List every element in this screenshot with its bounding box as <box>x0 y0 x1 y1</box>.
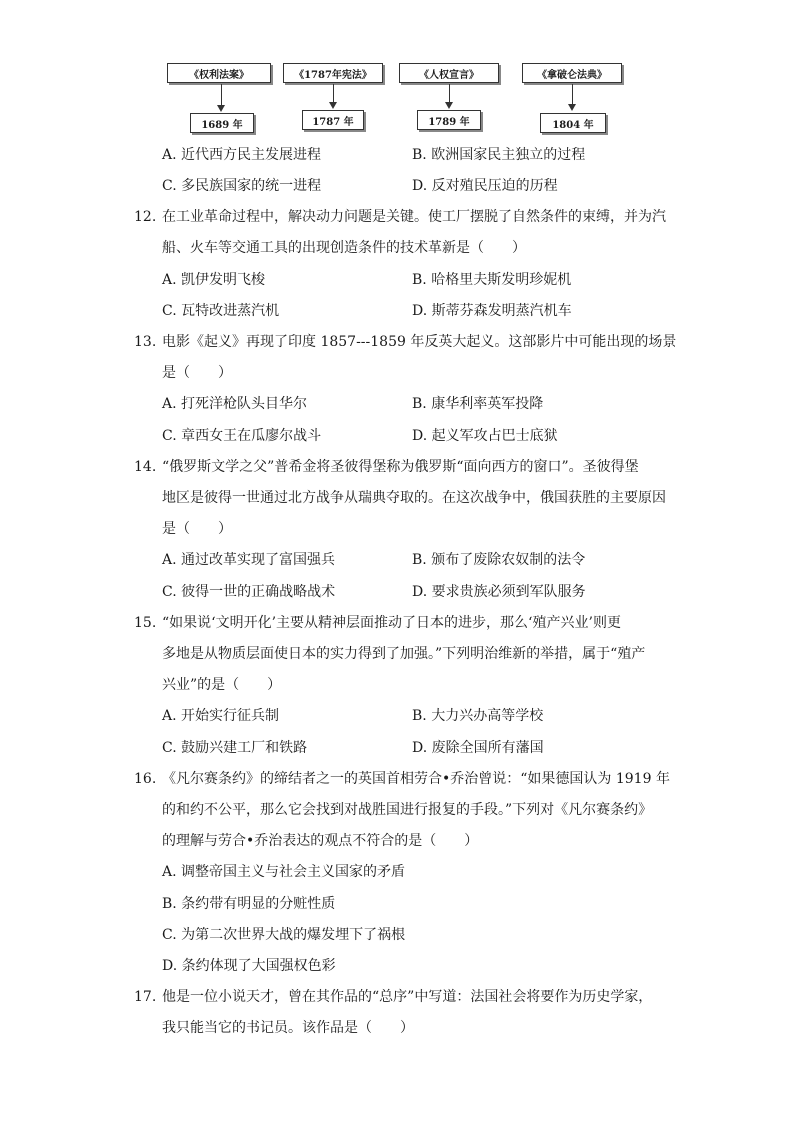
q15-option-d: D. 废除全国所有藩国 <box>412 740 544 756</box>
arrow-icon <box>568 104 576 111</box>
q14-stem-line-2: 地区是彼得一世通过北方战争从瑞典夺取的。在这次战争中，俄国获胜的主要原因 <box>162 490 666 506</box>
q13-option-b: B. 康华利率英军投降 <box>412 396 544 412</box>
arrow-icon <box>445 102 453 109</box>
year-box-3: 1789 年 <box>417 110 481 130</box>
q17-stem-line-1: 他是一位小说天才，曾在其作品的“总序”中写道：法国社会将要作为历史学家， <box>162 989 653 1005</box>
q14-stem-line-1: “俄罗斯文学之父”普希金将圣彼得堡称为俄罗斯“面向西方的窗口”。圣彼得堡 <box>162 459 639 475</box>
q15-option-a: A. 开始实行征兵制 <box>162 708 280 724</box>
q11-option-b: B. 欧洲国家民主独立的过程 <box>412 147 586 163</box>
q13-option-d: D. 起义军攻占巴士底狱 <box>412 428 558 444</box>
q12-option-d: D. 斯蒂芬森发明蒸汽机车 <box>412 303 572 319</box>
q16-option-a: A. 调整帝国主义与社会主义国家的矛盾 <box>162 864 406 880</box>
q11-option-c: C. 多民族国家的统一进程 <box>162 178 322 194</box>
connector-line-3 <box>449 84 450 103</box>
q16-stem-line-2: 的和约不公平，那么它会找到对战胜国进行报复的手段。”下列对《凡尔赛条约》 <box>162 802 653 818</box>
q13-option-c: C. 章西女王在瓜廖尔战斗 <box>162 428 322 444</box>
q12-stem-line-2: 船、火车等交通工具的出现创造条件的技术革新是（ ） <box>162 240 526 256</box>
q15-stem-line-3: 兴业”的是（ ） <box>162 677 282 693</box>
q15-stem-line-1: “如果说‘文明开化’主要从精神层面推动了日本的进步，那么‘殖产兴业’则更 <box>162 615 621 631</box>
q13-stem-line-2: 是（ ） <box>162 365 232 381</box>
q16-option-d: D. 条约体现了大国强权色彩 <box>162 958 336 974</box>
q16-number: 16. <box>134 771 157 787</box>
q14-number: 14. <box>134 459 157 475</box>
q16-stem-line-1: 《凡尔赛条约》的缔结者之一的英国首相劳合•乔治曾说：“如果德国认为 1919 年 <box>162 771 670 787</box>
q15-option-c: C. 鼓励兴建工厂和铁路 <box>162 740 308 756</box>
q13-option-a: A. 打死洋枪队头目华尔 <box>162 396 308 412</box>
q12-option-a: A. 凯伊发明飞梭 <box>162 272 266 288</box>
q15-number: 15. <box>134 615 157 631</box>
q12-option-b: B. 哈格里夫斯发明珍妮机 <box>412 272 572 288</box>
connector-line-1 <box>221 84 222 106</box>
q13-stem-line-1: 电影《起义》再现了印度 1857---1859 年反英大起义。这部影片中可能出现的场景 <box>162 334 677 350</box>
connector-line-2 <box>333 84 334 103</box>
arrow-icon <box>217 105 225 112</box>
year-box-2: 1787 年 <box>302 110 364 130</box>
q12-option-c: C. 瓦特改进蒸汽机 <box>162 303 280 319</box>
timeline-diagram <box>0 0 794 140</box>
q16-stem-line-3: 的理解与劳合•乔治表达的观点不符合的是（ ） <box>162 833 479 849</box>
connector-line-4 <box>572 84 573 105</box>
q14-option-c: C. 彼得一世的正确战略战术 <box>162 584 336 600</box>
q15-stem-line-2: 多地是从物质层面使日本的实力得到了加强。”下列明治维新的举措，属于“殖产 <box>162 646 646 662</box>
q14-option-b: B. 颁布了废除农奴制的法令 <box>412 552 586 568</box>
q12-number: 12. <box>134 209 157 225</box>
q13-number: 13. <box>134 334 157 350</box>
doc-box-4: 《拿破仑法典》 <box>522 63 622 83</box>
q14-option-a: A. 通过改革实现了富国强兵 <box>162 552 336 568</box>
doc-box-1: 《权利法案》 <box>167 63 271 83</box>
q12-stem-line-1: 在工业革命过程中，解决动力问题是关键。使工厂摆脱了自然条件的束缚，并为汽 <box>162 209 666 225</box>
q16-option-c: C. 为第二次世界大战的爆发埋下了祸根 <box>162 927 406 943</box>
q14-stem-line-3: 是（ ） <box>162 521 232 537</box>
q17-stem-line-2: 我只能当它的书记员。该作品是（ ） <box>162 1020 414 1036</box>
q16-option-b: B. 条约带有明显的分赃性质 <box>162 896 336 912</box>
q11-option-a: A. 近代西方民主发展进程 <box>162 147 322 163</box>
q17-number: 17. <box>134 989 157 1005</box>
q15-option-b: B. 大力兴办高等学校 <box>412 708 544 724</box>
year-box-4: 1804 年 <box>540 113 606 133</box>
arrow-icon <box>329 102 337 109</box>
year-box-1: 1689 年 <box>190 113 254 133</box>
q11-option-d: D. 反对殖民压迫的历程 <box>412 178 558 194</box>
doc-box-2: 《1787年宪法》 <box>283 63 383 83</box>
q14-option-d: D. 要求贵族必须到军队服务 <box>412 584 586 600</box>
doc-box-3: 《人权宣言》 <box>399 63 499 83</box>
